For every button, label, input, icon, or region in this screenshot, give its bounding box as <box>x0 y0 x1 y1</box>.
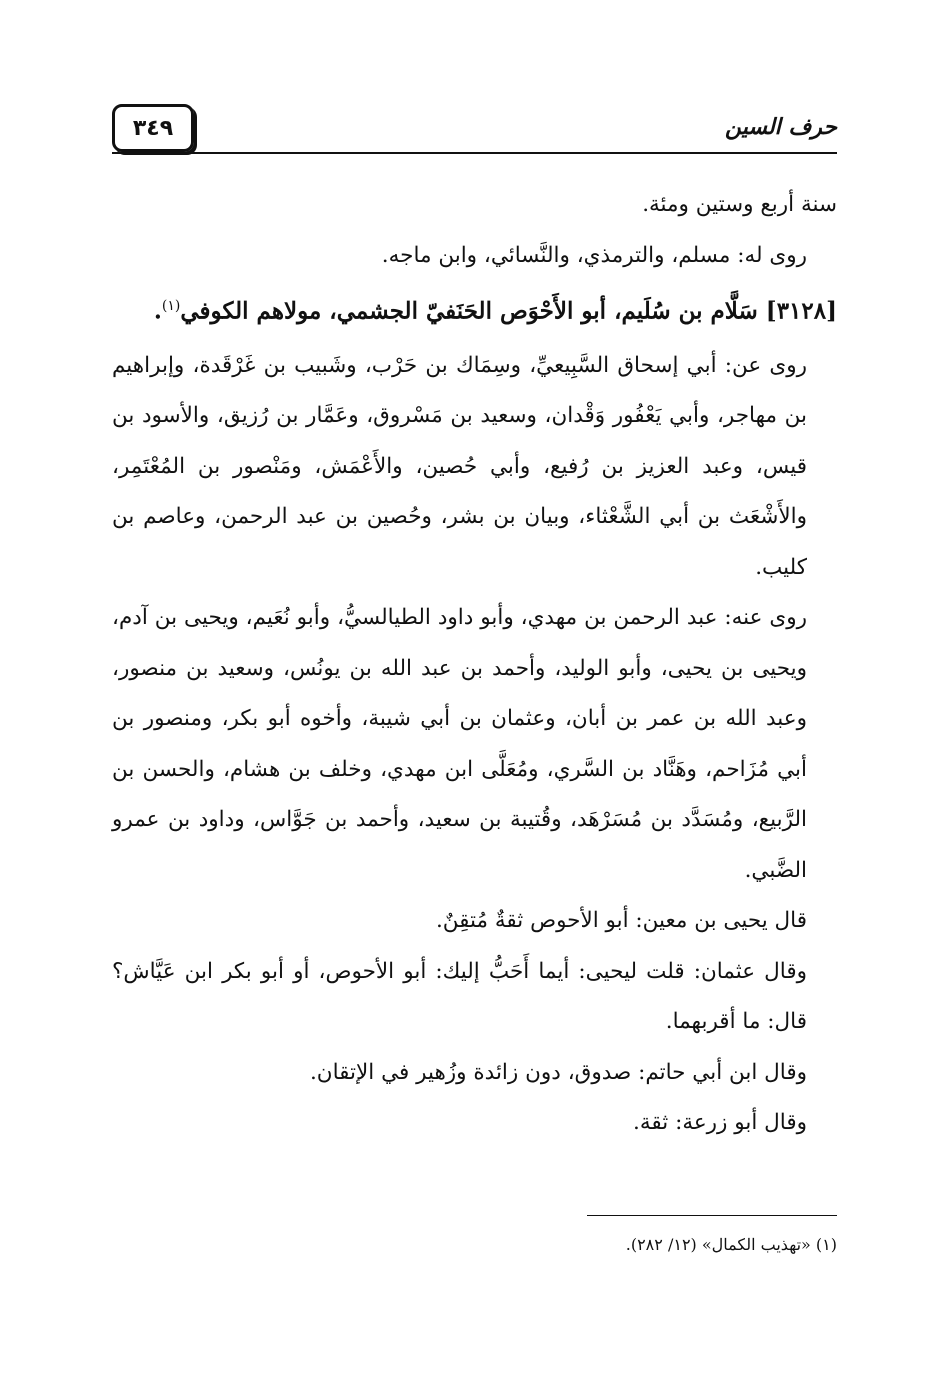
header-rule <box>112 152 837 154</box>
page-header <box>112 100 837 156</box>
paragraph-narrated-by: روى عنه: عبد الرحمن بن مهدي، وأبو داود الطيالسيُّ، وأبو نُعَيم، ويحيى بن آدم، ويحيى بن يحيى، وأبو الوليد، وأحمد بن عبد الله بن يونُس، وسعيد بن منصور، وعبد الله بن عمر بن أبان، وعثمان بن أبي شيبة، وأخوه أبو بكر، ومنصور بن أبي مُزَاحم، وهَنَّاد بن السَّري، ومُعَلَّى ابن مهدي، وخلف بن هشام، والحسن بن الرَّبيع، ومُسَدَّد بن مُسَرْهَد، وقُتيبة بن سعيد، وأحمد بن جَوَّاس، وداود بن عمرو الضَّبي. <box>112 605 807 883</box>
paragraph-ibn-maeen: قال يحيى بن معين: أبو الأحوص ثقةٌ مُتقِنٌ. <box>435 908 807 934</box>
paragraph-abu-zura: وقال أبو زرعة: ثقة. <box>633 1110 807 1136</box>
paragraph-death-year: سنة أربع وستين ومئة. <box>642 192 837 217</box>
footnote: (١) «تهذيب الكمال» (١٢/ ٢٨٢). <box>625 1235 837 1254</box>
entry-heading <box>112 283 837 335</box>
footnote-rule <box>587 1215 837 1216</box>
footnote-ref: (١) <box>161 298 181 314</box>
entry-heading-text: [٣١٢٨] سَلَّام بن سُلَيم، أبو الأَحْوَص الحَنَفيّ الجشمي، مولاهم الكوفي <box>180 297 837 325</box>
paragraph-uthman: وقال عثمان: قلت ليحيى: أيما أَحَبُّ إليك: أبو الأحوص، أو أبو بكر ابن عَيَّاش؟ قال: ما أقربهما. <box>112 958 807 1035</box>
entry-heading-period: . <box>153 297 162 325</box>
running-title: حرف السين <box>724 114 837 140</box>
paragraph-narrators-listing: روى له: مسلم، والترمذي، والنَّسائي، وابن ماجه. <box>381 242 807 268</box>
paragraph-narrated-from: روى عن: أبي إسحاق السَّبِيعيِّ، وسِمَاك بن حَرْب، وشَبيب بن غَرْقَدة، وإبراهيم بن مهاجر، وأبي يَعْفُور وَقْدان، وسعيد بن مَسْروق، وعَمَّار بن رُزيق، والأسود بن قيس، وعبد العزيز بن رُفيع، وأبي حُصين، والأَعْمَش، ومَنْصور بن المُعْتَمِر، والأَشْعَث بن أبي الشَّعْثاء، وبيان بن بشر، وحُصين بن عبد الرحمن، وعاصم بن كليب. <box>112 352 807 580</box>
paragraph-ibn-abi-hatim: وقال ابن أبي حاتم: صدوق، دون زائدة وزُهير في الإتقان. <box>309 1059 807 1085</box>
page-number: ٣٤٩ <box>112 104 194 152</box>
body-text <box>112 180 837 1149</box>
